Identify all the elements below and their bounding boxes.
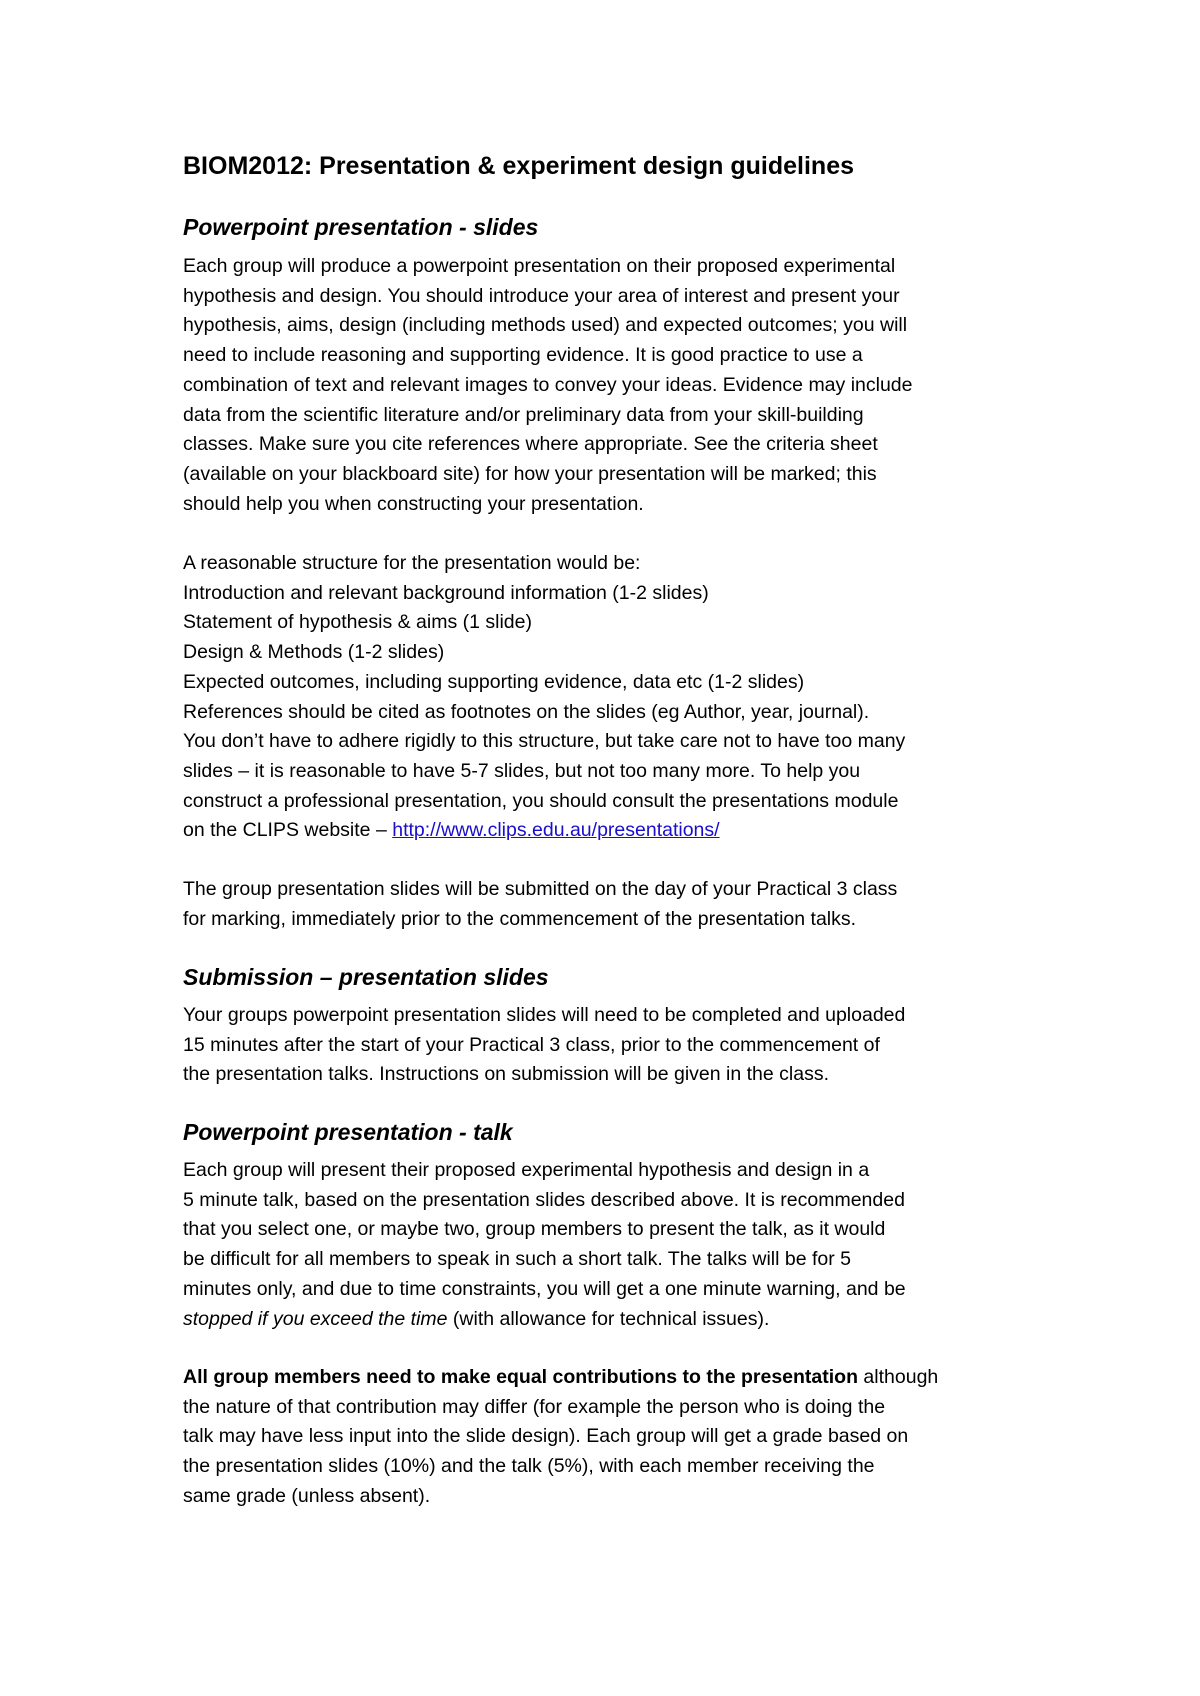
paragraph-talk bbox=[183, 1156, 1043, 1334]
text-line: You don’t have to adhere rigidly to this structure, but take care not to have too many bbox=[183, 730, 906, 753]
text-line: slides – it is reasonable to have 5-7 slides, but not too many more. To help you bbox=[183, 759, 861, 782]
document-title: BIOM2012: Presentation & experiment design guidelines bbox=[183, 152, 855, 180]
text-line: Expected outcomes, including supporting evidence, data etc (1-2 slides) bbox=[183, 670, 805, 693]
equal-contributions-bold: All group members need to make equal contributions to the presentation bbox=[183, 1366, 859, 1388]
text-line: talk may have less input into the slide design). Each group will get a grade based on bbox=[183, 1425, 909, 1448]
paragraph-slides-intro bbox=[183, 252, 1043, 519]
paragraph-contributions bbox=[183, 1363, 1043, 1512]
text-line: combination of text and relevant images to convey your ideas. Evidence may include bbox=[183, 373, 913, 396]
text-line: The group presentation slides will be submitted on the day of your Practical 3 class bbox=[183, 878, 898, 900]
heading-talk: Powerpoint presentation - talk bbox=[183, 1119, 513, 1145]
text-line-clips bbox=[183, 816, 1043, 846]
text-line: Introduction and relevant background information (1-2 slides) bbox=[183, 581, 709, 604]
text-line: classes. Make sure you cite references where appropriate. See the criteria sheet bbox=[183, 433, 878, 456]
text-line: the presentation talks. Instructions on submission will be given in the class. bbox=[183, 1063, 829, 1086]
text-line-contrib bbox=[183, 1363, 1043, 1393]
text-line: hypothesis, aims, design (including methods used) and expected outcomes; you will bbox=[183, 314, 908, 337]
text-line: the presentation slides (10%) and the talk (5%), with each member receiving the bbox=[183, 1455, 875, 1478]
text-line: 5 minute talk, based on the presentation slides described above. It is recommended bbox=[183, 1188, 905, 1211]
paragraph-submission-note bbox=[183, 875, 1043, 934]
text-line: minutes only, and due to time constraints, you will get a one minute warning, and be bbox=[183, 1277, 906, 1300]
clips-prefix: on the CLIPS website – bbox=[183, 819, 393, 842]
paragraph-submission bbox=[183, 1001, 1043, 1090]
text-line: References should be cited as footnotes on the slides (eg Author, year, journal). bbox=[183, 700, 870, 723]
text-line: same grade (unless absent). bbox=[183, 1484, 431, 1507]
heading-slides: Powerpoint presentation - slides bbox=[183, 214, 539, 240]
text-line: (available on your blackboard site) for how your presentation will be marked; this bbox=[183, 462, 877, 485]
clips-website-link[interactable]: http://www.clips.edu.au/presentations/ bbox=[392, 819, 720, 842]
text-line: data from the scientific literature and/or preliminary data from your skill-building bbox=[183, 403, 864, 426]
text-line: that you select one, or maybe two, group members to present the talk, as it would bbox=[183, 1218, 886, 1241]
text-line: Design & Methods (1-2 slides) bbox=[183, 641, 445, 664]
text-line: Each group will produce a powerpoint presentation on their proposed experimental bbox=[183, 255, 896, 277]
text-line: Your groups powerpoint presentation slides will need to be completed and uploaded bbox=[183, 1004, 906, 1026]
text-line: Statement of hypothesis & aims (1 slide) bbox=[183, 611, 532, 634]
text-line: be difficult for all members to speak in such a short talk. The talks will be for 5 bbox=[183, 1248, 851, 1271]
text-line: for marking, immediately prior to the commencement of the presentation talks. bbox=[183, 907, 857, 930]
text-line: need to include reasoning and supporting evidence. It is good practice to use a bbox=[183, 344, 863, 367]
text-line: the nature of that contribution may differ (for example the person who is doing the bbox=[183, 1395, 886, 1418]
stopped-italic-text: stopped if you exceed the time bbox=[183, 1307, 448, 1330]
paragraph-structure bbox=[183, 549, 1043, 846]
text-line: A reasonable structure for the presentation would be: bbox=[183, 552, 641, 574]
heading-submission: Submission – presentation slides bbox=[183, 964, 549, 990]
text-line-time-warning bbox=[183, 1305, 1043, 1335]
text-line: should help you when constructing your presentation. bbox=[183, 492, 644, 515]
text-line: construct a professional presentation, you should consult the presentations module bbox=[183, 789, 899, 812]
although-text: although bbox=[858, 1366, 939, 1388]
text-line: hypothesis and design. You should introduce your area of interest and present your bbox=[183, 284, 900, 307]
allowance-text: (with allowance for technical issues). bbox=[447, 1307, 770, 1330]
text-line: Each group will present their proposed experimental hypothesis and design in a bbox=[183, 1159, 870, 1181]
text-line: 15 minutes after the start of your Practical 3 class, prior to the commencement of bbox=[183, 1033, 880, 1056]
